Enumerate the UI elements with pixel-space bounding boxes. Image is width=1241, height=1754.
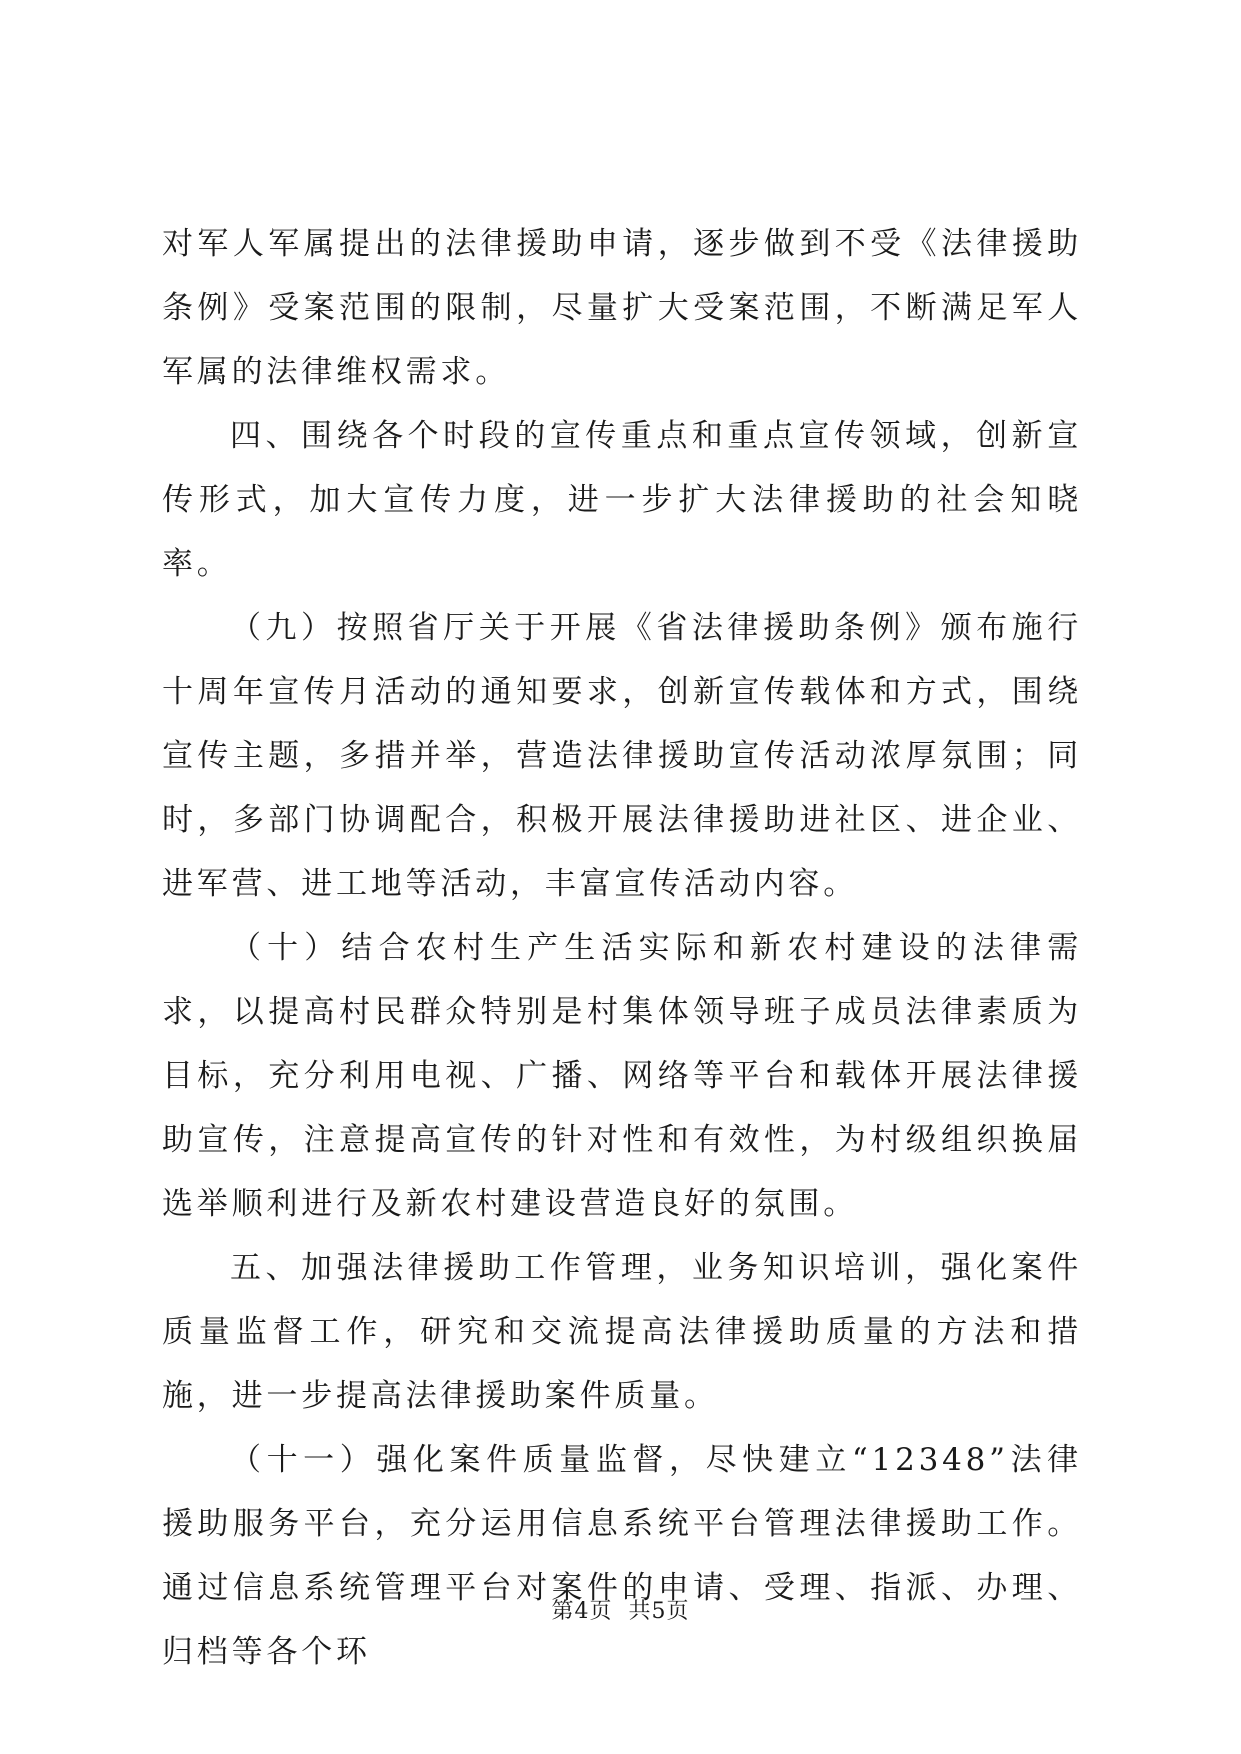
paragraph-item-nine: （九）按照省厅关于开展《省法律援助条例》颁布施行十周年宣传月活动的通知要求，创新宣传载体和方式，围绕宣传主题，多措并举，营造法律援助宣传活动浓厚氛围；同时，多部门协调配合，积极开展法律援助进社区、进企业、进军营、进工地等活动，丰富宣传活动内容。 bbox=[162, 610, 1082, 902]
page-number: 第4页 bbox=[551, 1599, 613, 1624]
paragraph-item-ten: （十）结合农村生产生活实际和新农村建设的法律需求，以提高村民群众特别是村集体领导班子成员法律素质为目标，充分利用电视、广播、网络等平台和载体开展法律援助宣传，注意提高宣传的针对性和有效性，为村级组织换届选举顺利进行及新农村建设营造良好的氛围。 bbox=[162, 930, 1082, 1222]
paragraph-section-five: 五、加强法律援助工作管理，业务知识培训，强化案件质量监督工作，研究和交流提高法律援助质量的方法和措施，进一步提高法律援助案件质量。 bbox=[162, 1250, 1082, 1414]
paragraph-item-eleven: （十一）强化案件质量监督，尽快建立“12348”法律援助服务平台，充分运用信息系统平台管理法律援助工作。通过信息系统管理平台对案件的申请、受理、指派、办理、归档等各个环 bbox=[162, 1442, 1082, 1670]
paragraph-section-four: 四、围绕各个时段的宣传重点和重点宣传领域，创新宣传形式，加大宣传力度，进一步扩大法律援助的社会知晓率。 bbox=[162, 418, 1082, 582]
page-total: 共5页 bbox=[628, 1599, 690, 1624]
paragraph-continued: 对军人军属提出的法律援助申请，逐步做到不受《法律援助条例》受案范围的限制，尽量扩大受案范围，不断满足军人军属的法律维权需求。 bbox=[162, 226, 1082, 390]
document-body bbox=[162, 212, 1082, 1684]
page-footer bbox=[0, 1594, 1241, 1625]
